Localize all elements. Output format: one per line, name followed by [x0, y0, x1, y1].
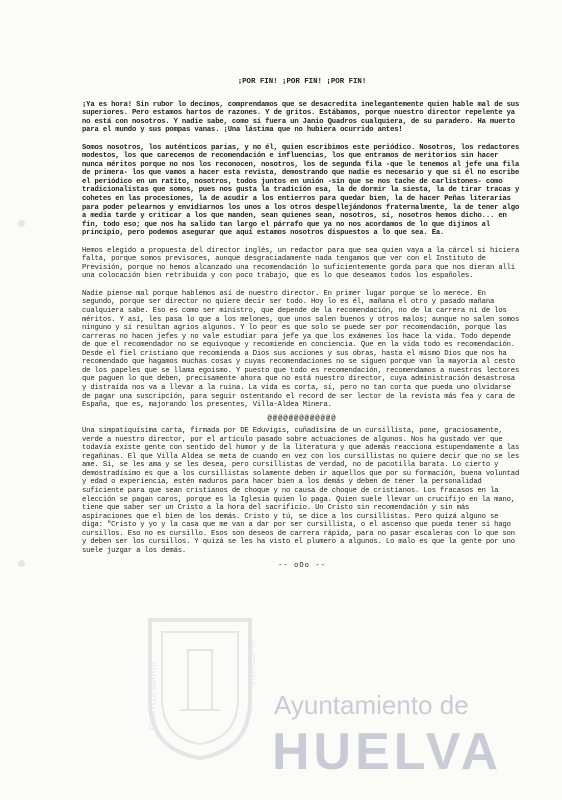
document-body	[82, 78, 522, 571]
paragraph: Hemos elegido a propuesta del director inglés, un redactor para que sea quien vaya a la cárcel si hiciera falta, porque somos previsores, aunque desgraciadamente nada tengamos que ver con el Instituto de Previsión, porque no hemos alcanzado una recomendación lo suficientemente gorda para que nos dieran allí una colocación bien retribuida y con poco trabajo, que es lo que deseamos todos los españoles.	[82, 246, 520, 281]
seal-left-text: PORTUS MARIS	[148, 661, 158, 730]
paragraph: Somos nosotros, los auténticos parias, y no él, quien escribimos este periódico. Nosotros, los redactores modestos, los que carecemos de recomendación e influencias, los que entramos de meritorios sin hacer nunca méritos porque no nos los reconocen, nosotros, los de segunda fila -que le tenemos al jefe una fila de primera- los que vamos a hacer esta revista, demostrando que nadie es necesario y que si él no escribe el periódico en un ratito, nosotros, todos juntos en unión -sin que se nos tache de carlistones- como tradicionalistas que somos, pues nos gusta la tradición esa, la de dormir la siesta, la de tirar tracas y cohetes en las procesiones, la de acudir a los entierros para quedar bien, la de hacer Peñas literarias para poder pelearnos y envidiarnos los unos a los otros despellejándonos fraternalmente, la de tener algo a media tarde y criticar a los que manden, sean quienes sean, nosotros, sí, nosotros hemos dicho... en fin, todo eso; que nos ha salido tan largo el párrafo que ya no nos acordamos de lo que dijimos al principio, pero podemos asegurar que aquí estamos nosotros dispuestos a lo que sea. Ea.	[82, 143, 520, 238]
paragraph: Una simpatiquísima carta, firmada por DE Eduvigis, cuñadísima de un cursillista, pone, graciosamente, verde a nuestro director, por el artículo pasado sobre actuaciones de algunos. Nos ha gustado ver que todavía existe gente con sentido del humor y de la literatura y que además reacciona estupendamente a las regañinas. El que Villa Aldea se meta de cuando en vez con los cursillistas no quiere decir que no se les ame. Sí, se les ama y se les desea, pero cursillistas de verdad, no de pacotilla barata. Lo cierto y demostradísimo es que a los cursillistas solamente deben ir aquellos que por su formación, buena voluntad y edad o experiencia, estén maduros para hacer bien a los demás y deben de tener la personalidad suficiente para que sean cristianos de choque y no causa de choque de cristianos. Los fracasos en la elección se pagan caros, porque es la Iglesia quien lo paga. Quien suele llevar un crucifijo en la mano, tiene que saber ser un Cristo a la hora del sacrificio. Un Cristo sin recomendación y sin más aspiraciones que el bien de los demás. Cristo y tú, se dice a los cursillistas. Pero quizá alguno se diga: "Cristo y yo y la casa que me van a dar por ser cursillista, o el ascenso que pueda tener si hago cursillos. Eso no es cursillo. Esos son deseos de carrera rápida, para no pasar escaleras con lo que son y deben ser los cursillos. Y quizá se les ha visto el plumero a algunos. Lo malo es que la gente por uno suele juzgar a los demás.	[82, 427, 520, 555]
paragraph: ¡Ya es hora! Sin rubor lo decimos, comprendamos que se desacredita inelegantemente quien hable mal de sus superiores. Pero estamos hartos de razones. Y de gritos. Estábamos, porque nuestro director repelente ya no está con nosotros. Y nadie sabe, como si fuera un Janio Quadros cualquiera, de su paradero. Ha muerto para el mundo y sus pompas vanas. ¡Una lástima que no hubiera ocurrido antes!	[82, 100, 520, 135]
paragraph: Nadie piense mal porque hablemos así de nuestro director. En primer lugar porque se lo merece. En segundo, porque ser director no quiere decir ser todo. Hoy lo es él, mañana el otro y pasado mañana cualquiera sabe. Eso es como ser ministro, que depende de la recomendación, no de la carrera ni de los méritos. Y así, les pasa lo que a los melones, que unos salen buenos y otros malos; aunque no salen somos ninguno y sí resultan agrios algunos. Y lo peor es que solo se puede ser por recomendación, porque las carreras no hacen jefes y no vale estudiar para jefe ya que los exámenes los hace la vida. Todo depende de que el recomendador no se equivoque y recomiende en conciencia. Que en la vida todo es recomendación. Desde el fiel cristiano que recomienda a Dios sus acciones y sus obras, hasta el mismo Dios que nos ha recomendado que hagamos muchas cosas y cuyas recomendaciones no se siguen porque van la mayoría al cesto de los papeles que se llama egoísmo. Y puesto que todo es recomendación, recomendamos a nuestros lectores que paguen lo que deben, precisamente ahora que no está nuestro director, cuya administración desastrosa y distraída nos va a llevar a la ruina. La vida es corta, sí, pero no tan corta que pueda uno olvidarse de pagar una suscripción, para seguir ostentando el record de ser lector de la revista más fea y cara de España, que es, majorando los presentes, Villa-Aldea Minera.	[82, 289, 520, 410]
watermark-line1: Ayuntamiento de	[274, 690, 469, 720]
punch-hole	[18, 220, 25, 227]
watermark-seal	[140, 610, 260, 760]
watermark-line2: HUELVA	[272, 723, 503, 781]
end-mark: -- oOo --	[278, 562, 326, 571]
seal-right-text: CUSTODIA	[246, 640, 256, 687]
punch-hole	[18, 560, 25, 567]
section-ornament: @@@@@@@@@@@@@	[267, 414, 337, 423]
headline: ¡POR FIN! ¡POR FIN! ¡POR FIN!	[237, 78, 367, 86]
